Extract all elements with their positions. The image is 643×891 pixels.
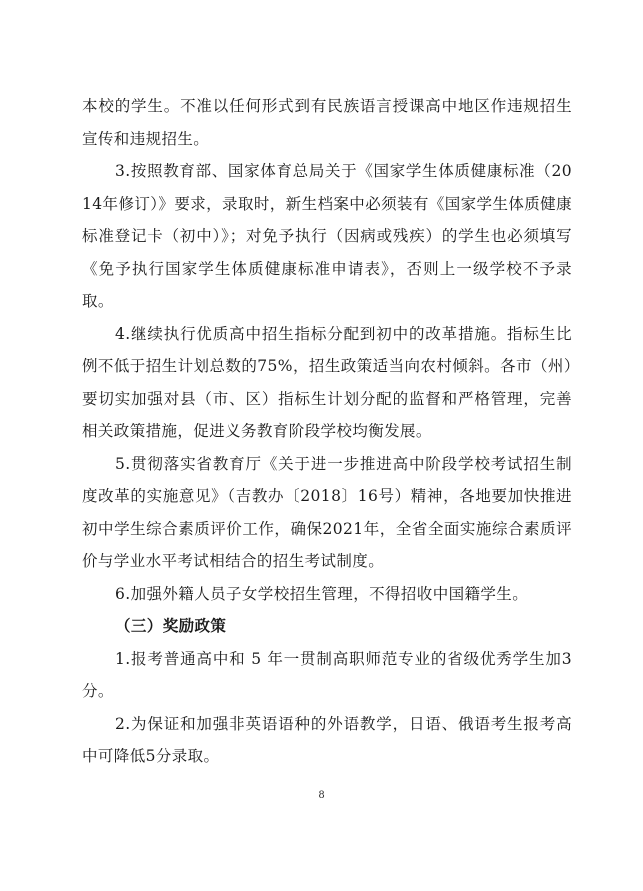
paragraph-item-5: 5.贯彻落实省教育厅《关于进一步推进高中阶段学校考试招生制度改革的实施意见》（吉教办〔2018〕16号）精神，各地要加快推进初中学生综合素质评价工作，确保2021年，全省全面实施综合素质评价与学业水平考试相结合的招生考试制度。 [82, 454, 572, 570]
paragraph-item-6: 6.加强外籍人员子女学校招生管理，不得招收中国籍学生。 [115, 584, 529, 603]
reward-item-1: 1.报考普通高中和 5 年一贯制高职师范专业的省级优秀学生加3分。 [82, 649, 572, 700]
paragraph-continuation: 本校的学生。不准以任何形式到有民族语言授课高中地区作违规招生宣传和违规招生。 [82, 97, 572, 148]
document-body [82, 90, 572, 773]
section-heading: （三）奖励政策 [115, 616, 227, 635]
paragraph-item-3: 3.按照教育部、国家体育总局关于《国家学生体质健康标准（2014年修订）》要求，录取时，新生档案中必须装有《国家学生体质健康标准登记卡（初中）》；对免予执行（因病或残疾）的学生也必须填写《免予执行国家学生体质健康标准申请表》，否则上一级学校不予录取。 [82, 162, 572, 310]
reward-item-2: 2.为保证和加强非英语语种的外语教学，日语、俄语考生报考高中可降低5分录取。 [82, 714, 572, 765]
paragraph-item-4: 4.继续执行优质高中招生指标分配到初中的改革措施。指标生比例不低于招生计划总数的75%，招生政策适当向农村倾斜。各市（州）要切实加强对县（市、区）指标生计划分配的监督和严格管理，完善相关政策措施，促进义务教育阶段学校均衡发展。 [82, 324, 572, 440]
page-number: 8 [318, 790, 325, 801]
